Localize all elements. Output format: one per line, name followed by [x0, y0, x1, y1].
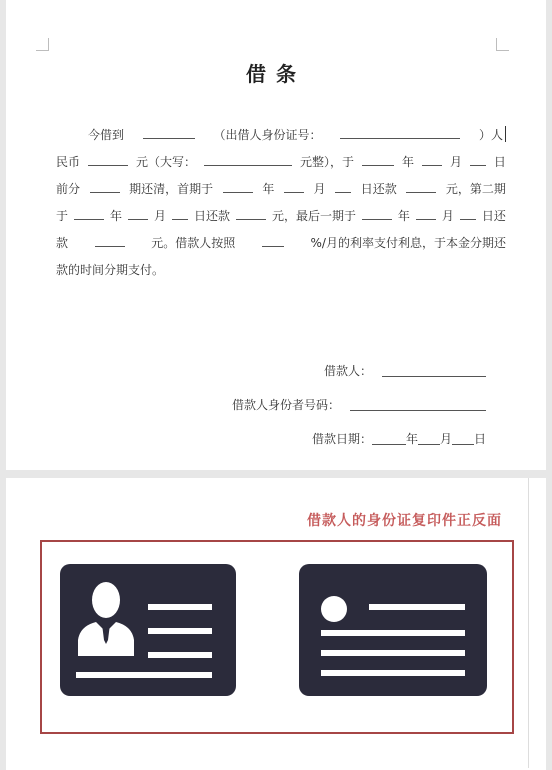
year-blank[interactable]	[223, 176, 253, 193]
clause-text: 年	[262, 182, 275, 196]
id-text-line	[321, 650, 465, 656]
month-blank[interactable]	[284, 176, 304, 193]
clause-text: 日还款	[360, 182, 397, 196]
id-text-line	[148, 604, 212, 610]
lender-id-blank[interactable]	[340, 122, 460, 139]
clause-text: 月	[441, 209, 454, 223]
amount-blank[interactable]	[143, 122, 195, 139]
clause-text: ）人	[479, 122, 506, 149]
id-text-line	[369, 604, 465, 610]
clause-line-5	[56, 230, 506, 257]
document-title: 借条	[246, 62, 306, 86]
text-cursor	[505, 126, 506, 142]
clause-text: 前分	[56, 182, 81, 196]
amount-blank[interactable]	[406, 176, 436, 193]
date-part: 月	[439, 432, 452, 446]
day-blank[interactable]	[460, 203, 476, 220]
clause-text: 月	[153, 209, 166, 223]
loan-date-row	[312, 428, 486, 447]
clause-text: 日还款	[193, 209, 230, 223]
clause-text: 元整），于	[299, 155, 354, 169]
loan-clause	[56, 122, 506, 284]
year-blank[interactable]	[372, 428, 406, 445]
document-page	[6, 0, 546, 770]
clause-text: 民币	[56, 155, 81, 169]
clause-line-2	[56, 149, 506, 176]
year-blank[interactable]	[74, 203, 104, 220]
day-blank[interactable]	[335, 176, 351, 193]
day-blank[interactable]	[172, 203, 188, 220]
borrower-signature-row	[324, 360, 486, 379]
clause-text: 月	[449, 155, 462, 169]
borrower-blank[interactable]	[382, 360, 486, 377]
clause-line-6	[56, 257, 506, 284]
clause-text: %/月的利率支付利息，于本金分期还	[310, 236, 506, 250]
clause-text: 元（大写：	[135, 155, 196, 169]
date-part: 年	[405, 432, 418, 446]
month-blank[interactable]	[418, 428, 440, 445]
clause-text: 元。借款人按照	[151, 236, 236, 250]
id-card-back	[299, 564, 487, 696]
clause-text: 于	[56, 209, 69, 223]
amount-uppercase-blank[interactable]	[204, 149, 292, 166]
amount-blank[interactable]	[95, 230, 125, 247]
clause-text: 年	[397, 209, 410, 223]
clause-text: 今借到	[88, 128, 125, 142]
clause-text: 期还清，首期于	[129, 182, 214, 196]
date-part: 日	[473, 432, 486, 446]
clause-text: 年	[109, 209, 122, 223]
id-card-front	[60, 564, 236, 696]
interest-rate-blank[interactable]	[262, 230, 284, 247]
id-text-line	[76, 672, 212, 678]
clause-text: （出借人身份证号：	[213, 128, 322, 142]
clause-text: 元，第二期	[445, 182, 506, 196]
day-blank[interactable]	[452, 428, 474, 445]
id-copy-label: 借款人的身份证复印件正反面	[307, 513, 502, 529]
month-blank[interactable]	[128, 203, 148, 220]
borrower-label: 借款人：	[323, 364, 372, 378]
person-silhouette-icon	[76, 578, 136, 658]
id-text-line	[148, 652, 212, 658]
id-copy-frame	[40, 540, 514, 734]
clause-text: 款的时间分期支付。	[56, 263, 165, 277]
margin-line	[528, 478, 529, 768]
amount-blank[interactable]	[88, 149, 128, 166]
day-blank[interactable]	[470, 149, 486, 166]
crop-mark-top-left	[36, 38, 49, 51]
id-text-line	[321, 670, 465, 676]
year-blank[interactable]	[362, 203, 392, 220]
borrower-id-label: 借款人身份者号码：	[231, 398, 340, 412]
year-blank[interactable]	[362, 149, 394, 166]
amount-blank[interactable]	[236, 203, 266, 220]
month-blank[interactable]	[416, 203, 436, 220]
circle-dot-icon	[321, 596, 347, 622]
clause-line-3	[56, 176, 506, 203]
id-text-line	[148, 628, 212, 634]
crop-mark-top-right	[496, 38, 509, 51]
borrower-id-row	[232, 394, 486, 413]
loan-date-label: 借款日期：	[311, 432, 372, 446]
clause-line-1	[56, 122, 506, 149]
clause-text: 款	[56, 236, 69, 250]
clause-text: 日还	[481, 209, 506, 223]
clause-text: 月	[313, 182, 326, 196]
page-divider	[6, 470, 546, 478]
clause-text: 元，最后一期于	[271, 209, 356, 223]
period-count-blank[interactable]	[90, 176, 120, 193]
month-blank[interactable]	[422, 149, 442, 166]
clause-text: 年	[401, 155, 414, 169]
clause-line-4	[56, 203, 506, 230]
id-text-line	[321, 630, 465, 636]
borrower-id-blank[interactable]	[350, 394, 486, 411]
clause-text: 日	[493, 155, 506, 169]
